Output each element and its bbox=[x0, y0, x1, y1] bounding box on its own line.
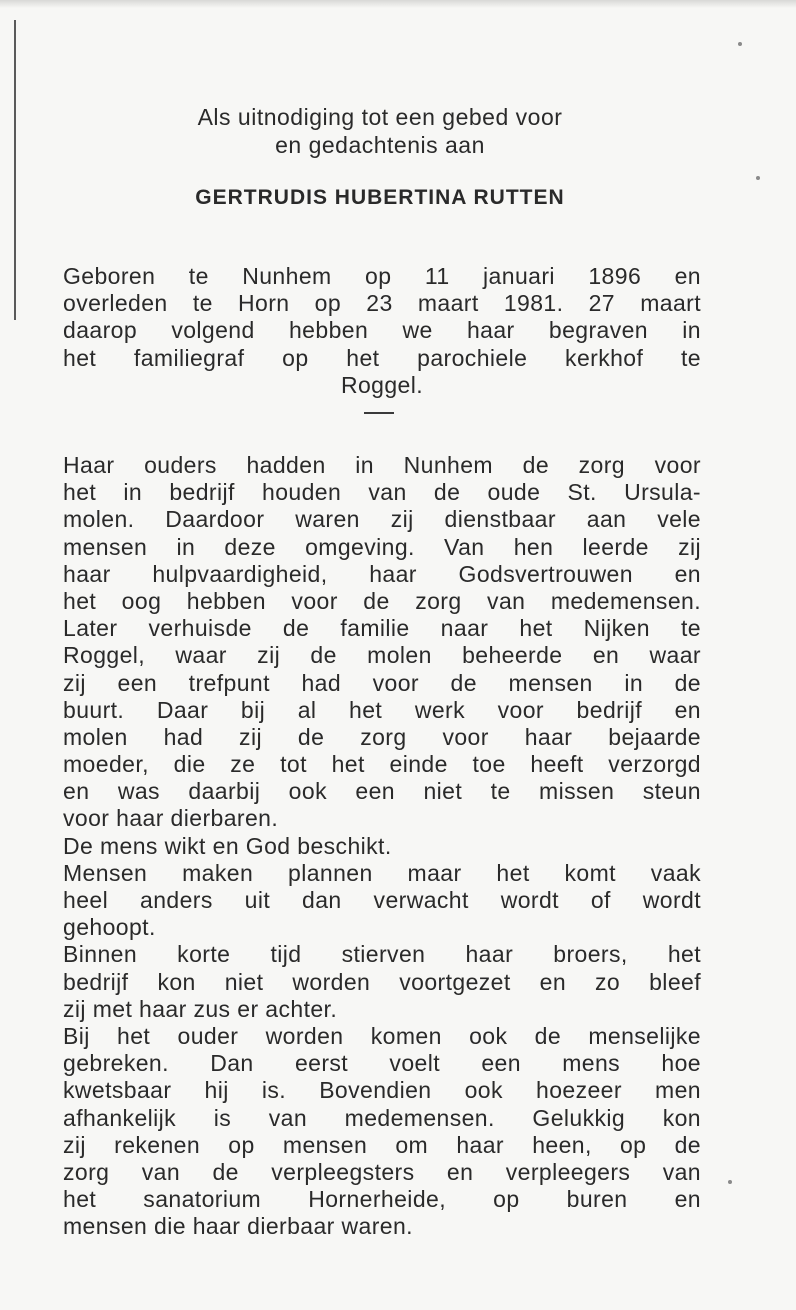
text-line: molen had zij de zorg voor haar bejaarde bbox=[63, 723, 701, 750]
text-line: kwetsbaar hij is. Bovendien ook hoezeer men bbox=[63, 1077, 701, 1104]
biography-paragraph bbox=[63, 452, 701, 1240]
text-line: gebreken. Dan eerst voelt een mens hoe bbox=[63, 1050, 701, 1077]
text-line: bedrijf kon niet worden voortgezet en zo bleef bbox=[63, 968, 701, 995]
text-line: gehoopt. bbox=[63, 914, 156, 941]
text-line: zij een trefpunt had voor de mensen in de bbox=[63, 669, 701, 696]
text-line: haar hulpvaardigheid, haar Godsvertrouwen en bbox=[63, 560, 701, 587]
text-line: Later verhuisde de familie naar het Nijken te bbox=[63, 615, 701, 642]
text-line: zorg van de verpleegsters en verpleegers van bbox=[63, 1158, 701, 1185]
text-line: voor haar dierbaren. bbox=[63, 805, 279, 832]
intro-line-1: Als uitnodiging tot een gebed voor bbox=[197, 104, 563, 130]
text-line: mensen in deze omgeving. Van hen leerde zij bbox=[63, 533, 701, 560]
text-line: Binnen korte tijd stierven haar broers, het bbox=[63, 941, 701, 968]
scan-speck bbox=[756, 176, 760, 180]
text-line: moeder, die ze tot het einde toe heeft verzorgd bbox=[63, 751, 701, 778]
text-line: Bij het ouder worden komen ook de menselijke bbox=[63, 1022, 701, 1049]
text-line: mensen die haar dierbaar waren. bbox=[63, 1213, 413, 1240]
text-line: daarop volgend hebben we haar begraven in bbox=[63, 317, 701, 344]
text-line: molen. Daardoor waren zij dienstbaar aan vele bbox=[63, 506, 701, 533]
text-line: het oog hebben voor de zorg van medemensen. bbox=[63, 587, 701, 614]
text-line: Roggel. bbox=[340, 371, 424, 398]
deceased-name: GERTRUDIS HUBERTINA RUTTEN bbox=[195, 186, 565, 209]
text-line: overleden te Horn op 23 maart 1981. 27 maart bbox=[63, 290, 701, 317]
intro-line-2: en gedachtenis aan bbox=[275, 132, 485, 158]
intro-heading bbox=[0, 103, 760, 159]
scan-speck bbox=[738, 42, 742, 46]
text-line: Haar ouders hadden in Nunhem de zorg voor bbox=[63, 452, 701, 478]
text-line: Roggel, waar zij de molen beheerde en waar bbox=[63, 642, 701, 669]
text-line: heel anders uit dan verwacht wordt of wordt bbox=[63, 887, 701, 913]
scan-speck bbox=[728, 1180, 732, 1184]
text-line: het sanatorium Hornerheide, op buren en bbox=[63, 1186, 701, 1213]
text-line: De mens wikt en God beschikt. bbox=[63, 832, 392, 859]
text-line: het in bedrijf houden van de oude St. Ursula- bbox=[63, 479, 701, 506]
text-line: Geboren te Nunhem op 11 januari 1896 en bbox=[63, 263, 701, 289]
scan-top-edge bbox=[0, 0, 796, 8]
text-line: zij rekenen op mensen om haar heen, op de bbox=[63, 1131, 701, 1158]
scan-left-edge-line bbox=[14, 20, 16, 320]
text-line: het familiegraf op het parochiele kerkhof te bbox=[63, 344, 701, 371]
section-divider bbox=[364, 412, 394, 414]
text-line: en was daarbij ook een niet te missen steun bbox=[63, 778, 701, 805]
text-line: buurt. Daar bij al het werk voor bedrijf en bbox=[63, 696, 701, 723]
text-line: Mensen maken plannen maar het komt vaak bbox=[63, 859, 701, 886]
text-line: zij met haar zus er achter. bbox=[63, 995, 338, 1022]
birth-death-paragraph bbox=[63, 263, 701, 399]
text-line: afhankelijk is van medemensen. Gelukkig kon bbox=[63, 1104, 701, 1131]
